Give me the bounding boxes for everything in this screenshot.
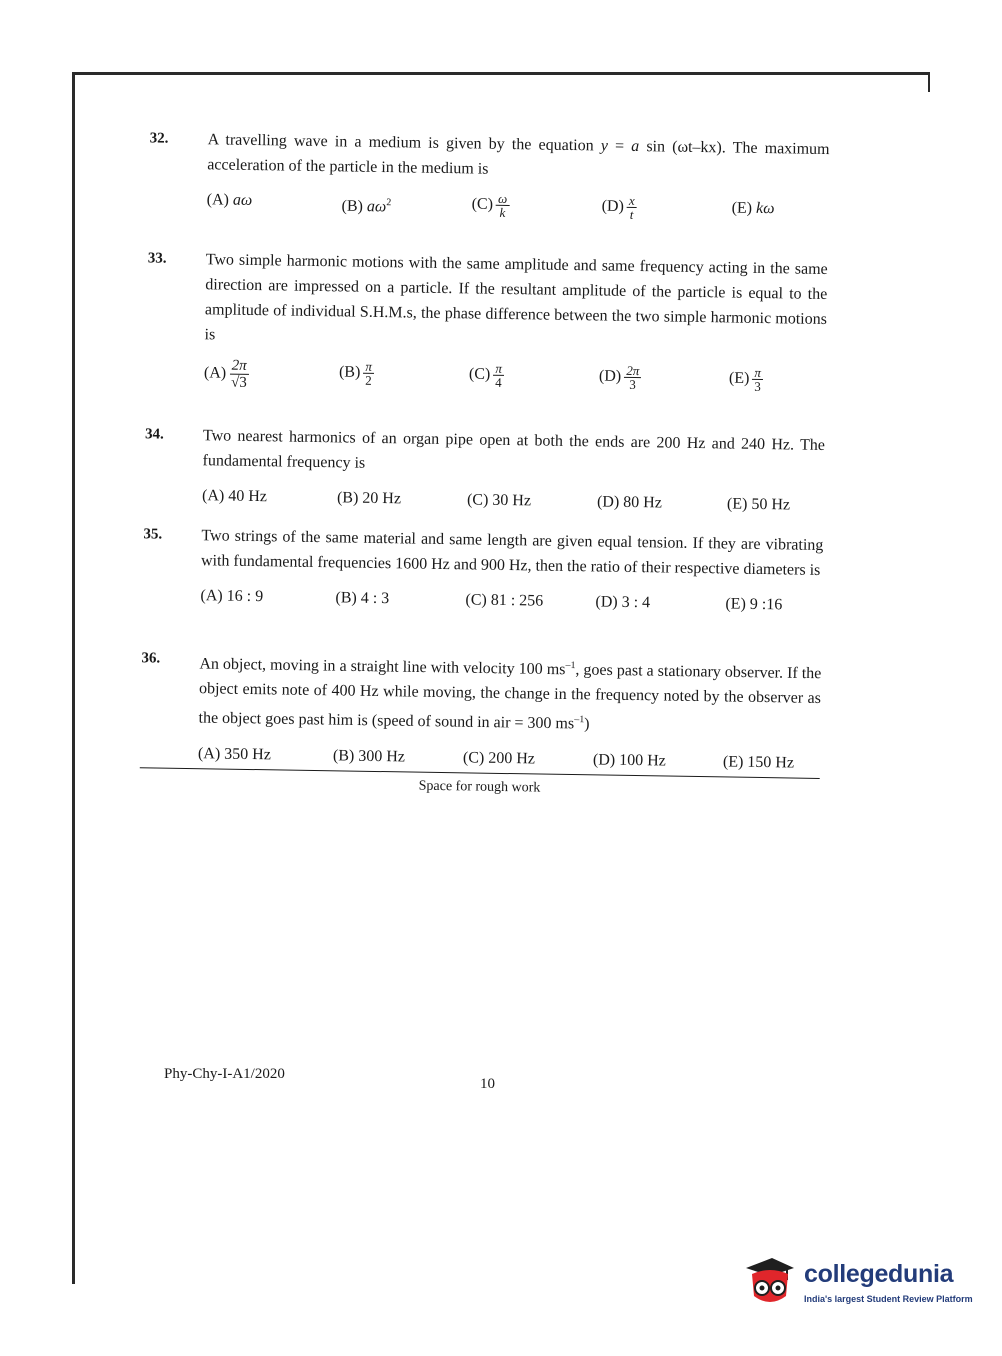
option-c: (C) $\frac{\omega}{k}$	[471, 190, 508, 220]
option-e: (E) 50 Hz	[726, 495, 791, 514]
mascot-logo-icon	[742, 1254, 798, 1310]
option-b: (B) $\frac{\pi}{2}$	[338, 358, 373, 388]
question-35	[142, 522, 823, 629]
option-c: (C) 81 : 256	[465, 591, 544, 610]
scan-edge-right	[928, 72, 930, 92]
option-a: (A) 16 : 9	[200, 587, 264, 606]
option-d: (D) $\frac{x}{t}$	[601, 192, 635, 222]
option-b: (B) 20 Hz	[336, 489, 402, 508]
brand-tagline: India's largest Student Review Platform	[804, 1294, 973, 1304]
question-34	[144, 422, 825, 529]
question-number: 35.	[143, 526, 163, 543]
question-number: 36.	[141, 650, 161, 667]
option-d: (D) 100 Hz	[592, 751, 666, 770]
options	[204, 357, 827, 411]
option-a: (A) 350 Hz	[197, 744, 272, 763]
option-b: (B) $a\omega^2$	[341, 197, 392, 216]
option-c: (C) $\frac{\pi}{4}$	[468, 360, 503, 390]
scan-edge-top	[72, 72, 930, 75]
option-e: (E) 9 :16	[725, 595, 783, 614]
question-33	[146, 246, 828, 411]
page-number: 10	[480, 1076, 495, 1092]
question-32	[148, 126, 829, 233]
option-e: (E) $\frac{\pi}{3}$	[728, 364, 762, 394]
option-d: (D) 3 : 4	[595, 593, 651, 612]
options	[202, 483, 824, 529]
question-number: 32.	[149, 130, 169, 147]
paper-code: Phy-Chy-I-A1/2020	[164, 1066, 285, 1082]
option-d: (D) 80 Hz	[596, 493, 663, 512]
option-d: (D) $\frac{2\pi}{3}$	[598, 362, 640, 393]
option-c: (C) 200 Hz	[462, 748, 536, 768]
option-e: (E) 150 Hz	[722, 753, 795, 772]
options	[200, 583, 822, 629]
question-text: A travelling wave in a medium is given by the equation y = a sin (ωt–kx). The maximum acceleration of the particle in the medium is	[207, 131, 830, 178]
option-b: (B) 300 Hz	[332, 746, 406, 766]
option-a: (A) 40 Hz	[201, 487, 268, 506]
option-a: (A) aω	[206, 191, 253, 209]
option-b: (B) 4 : 3	[335, 589, 390, 608]
rough-work-label: Space for rough work	[418, 778, 541, 796]
collegedunia-watermark	[742, 1248, 982, 1318]
question-number: 34.	[144, 426, 164, 443]
scan-edge-left	[72, 72, 75, 1284]
question-text: Two nearest harmonics of an organ pipe open at both the ends are 200 Hz and 240 Hz. The fundamental frequency is	[202, 427, 826, 472]
option-c: (C) 30 Hz	[466, 491, 532, 510]
option-e: (E) kω	[731, 199, 775, 218]
options	[206, 187, 828, 233]
question-text: Two strings of the same material and same length are given equal tension. If they are vibrating with fundamental frequencies 1600 Hz and 900 Hz, then the ratio of their respective diameters is	[200, 527, 824, 579]
question-36	[140, 646, 822, 786]
brand-name: collegedunia	[804, 1260, 954, 1288]
question-text: Two simple harmonic motions with the same amplitude and same frequency acting in the same direction are impressed on a particle. If the resultant amplitude of the particle is equal to the amplitude of individual S.H.M.s, the phase difference between the two simple harmonic motions is	[204, 251, 828, 344]
option-a: (A) $\frac{2\pi}{√3}$	[203, 357, 247, 391]
question-number: 33.	[147, 250, 167, 267]
question-text: An object, moving in a straight line with velocity 100 $ms^{-1}$, goes past a stationary observer. If the object emits note of 400 Hz while moving, the change in the frequency noted by the observer as the object goes past him is (speed of sound in air = 300 $ms^{-1}$)	[198, 655, 822, 733]
exam-page	[134, 114, 870, 1125]
